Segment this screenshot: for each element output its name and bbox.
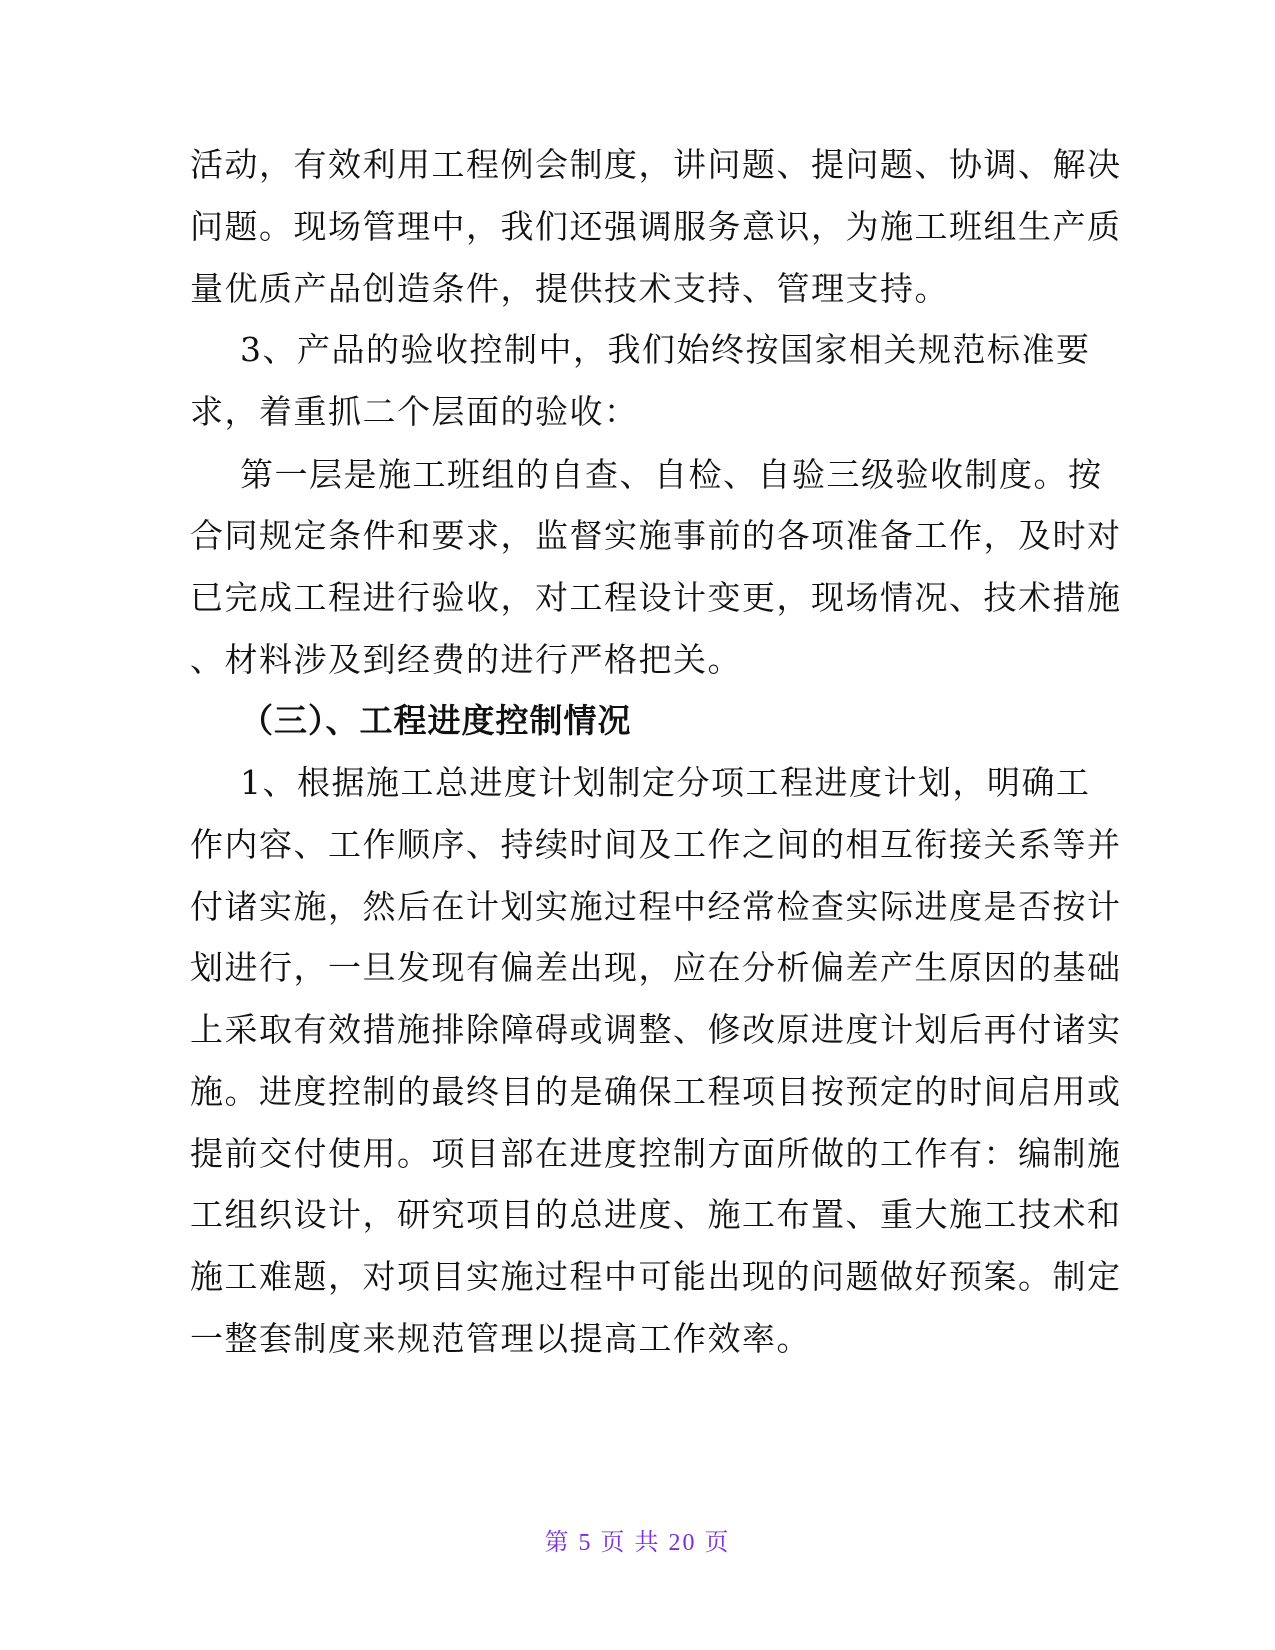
body-text-line: 活动，有效利用工程例会制度，讲问题、提问题、协调、解决 <box>190 145 1122 184</box>
body-text-line: 求，着重抓二个层面的验收： <box>190 392 639 431</box>
body-text-line: 量优质产品创造条件，提供技术支持、管理支持。 <box>190 269 949 308</box>
section-heading: （三）、工程进度控制情况 <box>240 701 632 740</box>
body-text-line: 付诸实施，然后在计划实施过程中经常检查实际进度是否按计 <box>190 887 1122 926</box>
body-text-line: 施工难题，对项目实施过程中可能出现的问题做好预案。制定 <box>190 1257 1122 1296</box>
body-text-line: 一整套制度来规范管理以提高工作效率。 <box>190 1319 811 1358</box>
body-text-line: 作内容、工作顺序、持续时间及工作之间的相互衔接关系等并 <box>190 825 1122 864</box>
body-text-line: 合同规定条件和要求，监督实施事前的各项准备工作，及时对 <box>190 516 1122 555</box>
body-text-line: 1、根据施工总进度计划制定分项工程进度计划，明确工 <box>240 763 1091 802</box>
page-number-footer: 第 5 页 共 20 页 <box>544 1530 731 1556</box>
body-text-line: 划进行，一旦发现有偏差出现，应在分析偏差产生原因的基础 <box>190 948 1122 987</box>
body-text-line: 、材料涉及到经费的进行严格把关。 <box>190 640 742 679</box>
body-text-line: 提前交付使用。项目部在进度控制方面所做的工作有：编制施 <box>190 1134 1122 1173</box>
body-text-line: 施。进度控制的最终目的是确保工程项目按预定的时间启用或 <box>190 1072 1122 1111</box>
body-text-line: 已完成工程进行验收，对工程设计变更，现场情况、技术措施 <box>190 578 1122 617</box>
body-text-line: 3、产品的验收控制中，我们始终按国家相关规范标准要 <box>240 330 1091 369</box>
body-text-line: 上采取有效措施排除障碍或调整、修改原进度计划后再付诸实 <box>190 1010 1122 1049</box>
body-text-line: 工组织设计，研究项目的总进度、施工布置、重大施工技术和 <box>190 1195 1122 1234</box>
body-text-line: 第一层是施工班组的自查、自检、自验三级验收制度。按 <box>240 455 1103 494</box>
body-text-line: 问题。现场管理中，我们还强调服务意识，为施工班组生产质 <box>190 207 1122 246</box>
